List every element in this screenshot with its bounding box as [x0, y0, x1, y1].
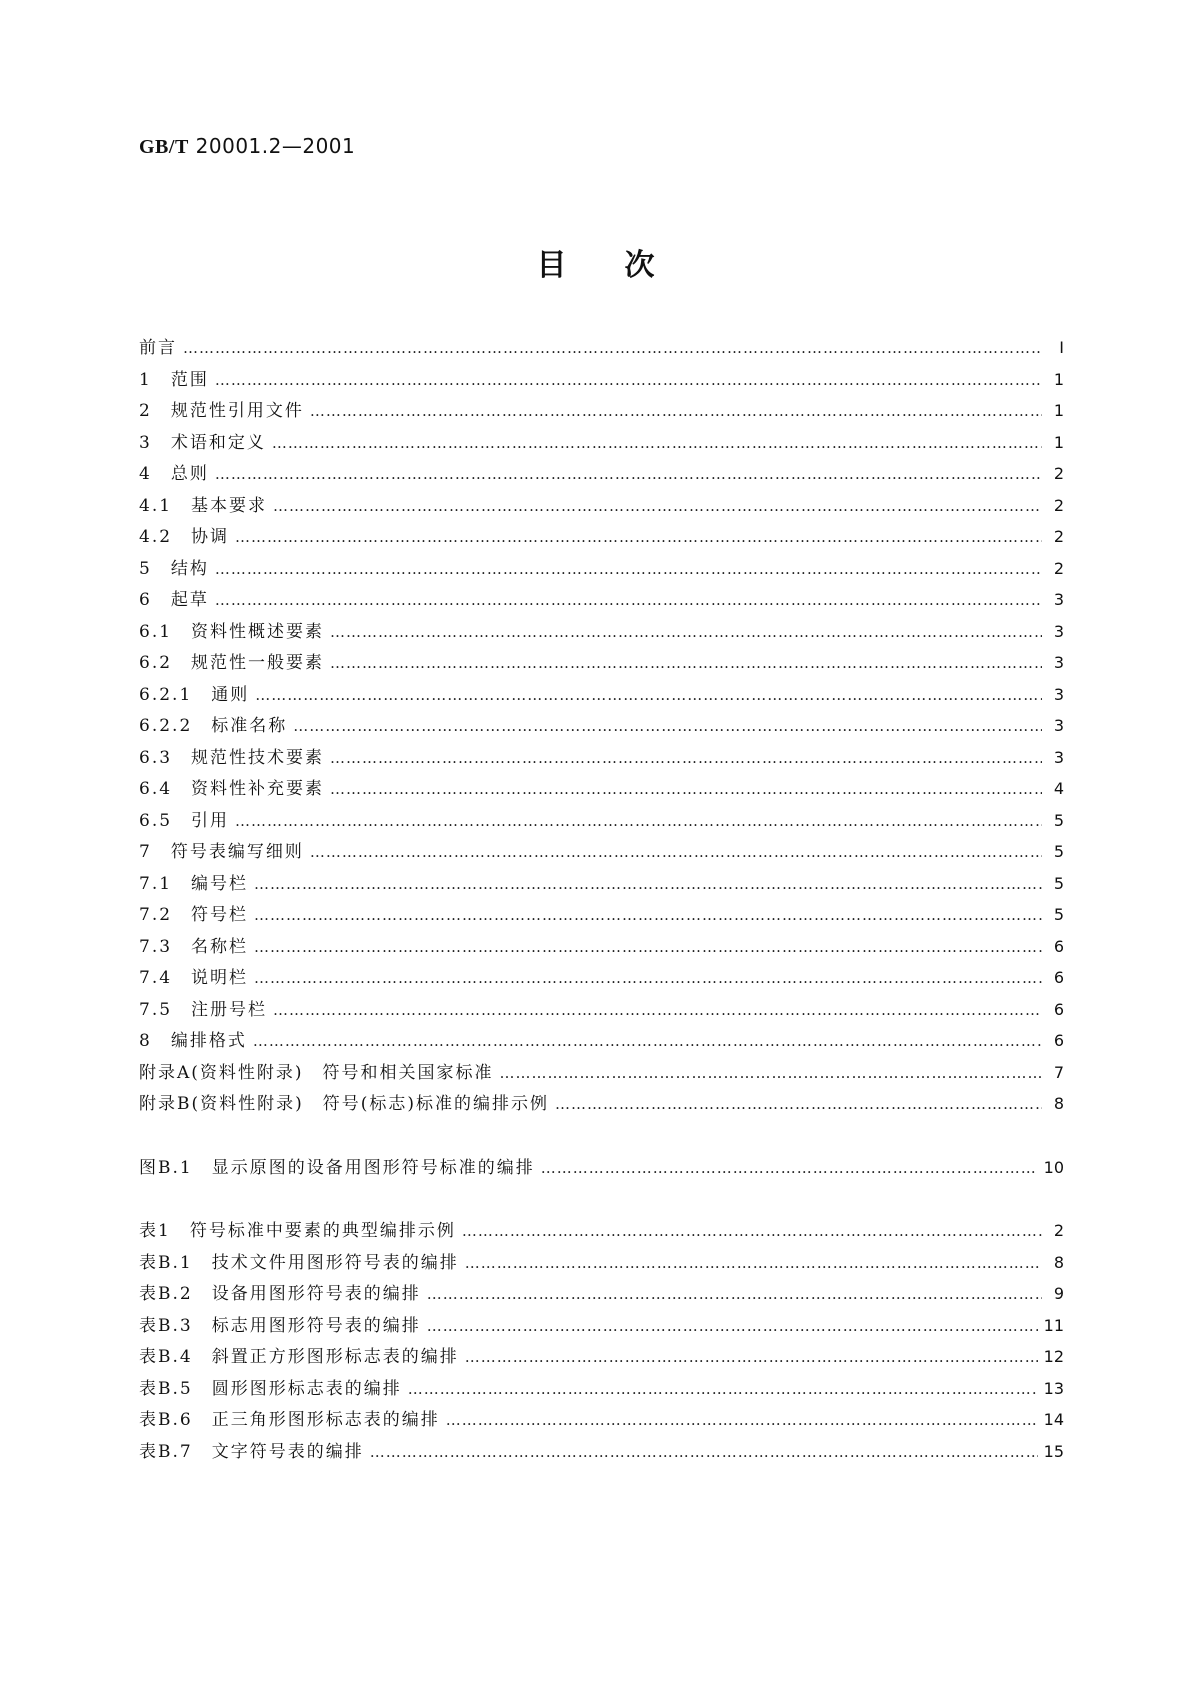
toc-entry-label: 图B.1 显示原图的设备用图形符号标准的编排 — [139, 1157, 535, 1178]
toc-entry[interactable] — [139, 900, 1064, 932]
toc-leader-dots — [235, 528, 1042, 546]
toc-leader-dots — [330, 654, 1042, 672]
toc-entry-label: 6.3 规范性技术要素 — [139, 747, 325, 768]
toc-entry[interactable] — [139, 806, 1064, 838]
toc-entry[interactable] — [139, 1437, 1064, 1469]
toc-leader-dots — [273, 497, 1042, 515]
toc-entry-label: 4.1 基本要求 — [139, 495, 268, 516]
toc-leader-dots — [215, 371, 1042, 389]
toc-entry[interactable] — [139, 396, 1064, 428]
toc-entry-page: 15 — [1043, 1441, 1064, 1461]
toc-entry[interactable] — [139, 648, 1064, 680]
toc-entry-page: 3 — [1053, 653, 1064, 672]
table-of-contents — [139, 333, 1064, 1468]
toc-entry-page: 13 — [1043, 1378, 1064, 1398]
toc-entry-label: 4.2 协调 — [139, 527, 230, 547]
toc-entry[interactable] — [139, 1374, 1064, 1406]
toc-entry-page: 2 — [1053, 558, 1064, 578]
toc-entry[interactable] — [139, 774, 1064, 806]
toc-entry-page: 5 — [1053, 810, 1064, 830]
toc-main-group — [139, 333, 1064, 1121]
toc-entry-label: 7 符号表编写细则 — [139, 842, 304, 862]
toc-entry[interactable] — [139, 932, 1064, 964]
toc-entry[interactable] — [139, 963, 1064, 995]
toc-leader-dots — [254, 938, 1042, 956]
toc-entry-label: 1 范围 — [139, 369, 209, 390]
toc-figures-group — [139, 1153, 1064, 1185]
toc-entry-label: 7.1 编号栏 — [139, 873, 249, 894]
toc-entry[interactable] — [139, 1342, 1064, 1374]
toc-entry-page: 3 — [1053, 716, 1064, 735]
toc-leader-dots — [446, 1411, 1038, 1429]
toc-leader-dots — [254, 969, 1042, 987]
toc-leader-dots — [235, 812, 1042, 830]
toc-entry-page: 12 — [1043, 1347, 1064, 1366]
toc-entry[interactable] — [139, 585, 1064, 617]
toc-leader-dots — [272, 434, 1042, 452]
toc-leader-dots — [293, 717, 1042, 735]
toc-leader-dots — [254, 906, 1042, 924]
toc-entry-label: 表1 符号标准中要素的典型编排示例 — [139, 1221, 456, 1241]
toc-entry-page: 2 — [1053, 495, 1064, 515]
toc-leader-dots — [427, 1285, 1042, 1303]
toc-leader-dots — [330, 780, 1042, 798]
toc-entry-page: 1 — [1053, 369, 1064, 389]
toc-entry[interactable] — [139, 995, 1064, 1027]
toc-entry-label: 6 起草 — [139, 590, 209, 610]
toc-entry-page: 3 — [1053, 747, 1064, 767]
toc-leader-dots — [555, 1095, 1042, 1113]
toc-entry-label: 表B.1 技术文件用图形符号表的编排 — [139, 1252, 459, 1273]
toc-leader-dots — [330, 623, 1042, 641]
toc-entry[interactable] — [139, 617, 1064, 649]
toc-leader-dots — [253, 1032, 1042, 1050]
toc-entry-label: 表B.5 圆形图形标志表的编排 — [139, 1378, 402, 1399]
toc-leader-dots — [310, 402, 1042, 420]
toc-entry-page: 4 — [1053, 779, 1064, 798]
toc-leader-dots — [183, 339, 1042, 357]
toc-leader-dots — [500, 1064, 1042, 1082]
toc-leader-dots — [254, 875, 1042, 893]
toc-entry-label: 6.2 规范性一般要素 — [139, 653, 325, 673]
toc-entry-page: 2 — [1053, 1221, 1064, 1240]
toc-entry-label: 表B.3 标志用图形符号表的编排 — [139, 1315, 421, 1336]
toc-entry[interactable] — [139, 680, 1064, 712]
toc-entry-page: 3 — [1053, 590, 1064, 609]
toc-entry-page: 8 — [1053, 1094, 1064, 1113]
toc-entry-label: 6.1 资料性概述要素 — [139, 621, 325, 642]
toc-entry-page: 6 — [1053, 936, 1064, 956]
toc-entry[interactable] — [139, 1026, 1064, 1058]
toc-entry-label: 7.5 注册号栏 — [139, 999, 268, 1020]
toc-entry-label: 7.4 说明栏 — [139, 968, 249, 988]
toc-entry[interactable] — [139, 1248, 1064, 1280]
toc-entry-label: 5 结构 — [139, 558, 209, 579]
toc-entry[interactable] — [139, 365, 1064, 397]
page-title: 目次 — [536, 248, 713, 283]
toc-entry-page: 6 — [1053, 999, 1064, 1019]
toc-entry[interactable] — [139, 554, 1064, 586]
toc-entry-label: 附录A(资料性附录) 符号和相关国家标准 — [139, 1062, 494, 1083]
toc-entry-label: 6.2.1 通则 — [139, 684, 250, 705]
toc-leader-dots — [215, 591, 1042, 609]
toc-leader-dots — [465, 1348, 1038, 1366]
toc-leader-dots — [462, 1222, 1042, 1240]
standard-number — [139, 134, 355, 159]
toc-entry-label: 2 规范性引用文件 — [139, 401, 304, 421]
toc-leader-dots — [330, 749, 1042, 767]
toc-entry-page: 8 — [1053, 1252, 1064, 1272]
toc-entry-page: 7 — [1053, 1062, 1064, 1082]
toc-entry-label: 6.2.2 标准名称 — [139, 716, 288, 736]
toc-entry-page: 11 — [1043, 1315, 1064, 1335]
toc-entry[interactable] — [139, 1058, 1064, 1090]
toc-entry[interactable] — [139, 522, 1064, 554]
toc-entry[interactable] — [139, 333, 1064, 365]
toc-leader-dots — [273, 1001, 1042, 1019]
toc-entry[interactable] — [139, 869, 1064, 901]
toc-entry-page: 10 — [1043, 1157, 1064, 1177]
toc-leader-dots — [370, 1443, 1038, 1461]
toc-entry-label: 附录B(资料性附录) 符号(标志)标准的编排示例 — [139, 1094, 550, 1114]
toc-entry[interactable] — [139, 1153, 1064, 1185]
toc-entry-page: 2 — [1053, 464, 1064, 483]
toc-tables-group — [139, 1216, 1064, 1468]
toc-leader-dots — [215, 560, 1042, 578]
toc-entry-label: 6.5 引用 — [139, 810, 230, 831]
toc-entry-label: 6.4 资料性补充要素 — [139, 779, 325, 799]
toc-entry-page: 9 — [1053, 1284, 1064, 1303]
toc-leader-dots — [465, 1254, 1042, 1272]
toc-entry[interactable] — [139, 459, 1064, 491]
toc-entry-page: 3 — [1053, 684, 1064, 704]
toc-entry-page: 5 — [1053, 873, 1064, 893]
toc-leader-dots — [255, 686, 1042, 704]
toc-entry-label: 7.3 名称栏 — [139, 936, 249, 957]
toc-entry-page: 3 — [1053, 621, 1064, 641]
toc-entry-page: 6 — [1053, 968, 1064, 987]
toc-entry-label: 前言 — [139, 338, 177, 358]
toc-entry[interactable] — [139, 491, 1064, 523]
toc-entry[interactable] — [139, 711, 1064, 743]
toc-leader-dots — [408, 1380, 1038, 1398]
toc-entry[interactable] — [139, 1279, 1064, 1311]
toc-entry-label: 8 编排格式 — [139, 1031, 247, 1051]
toc-entry[interactable] — [139, 1089, 1064, 1121]
toc-entry-page: 5 — [1053, 905, 1064, 924]
toc-entry-page: 14 — [1043, 1410, 1064, 1429]
toc-entry[interactable] — [139, 1405, 1064, 1437]
toc-entry-page: I — [1059, 338, 1064, 357]
toc-leader-dots — [427, 1317, 1038, 1335]
toc-entry[interactable] — [139, 837, 1064, 869]
toc-leader-dots — [310, 843, 1042, 861]
toc-leader-dots — [541, 1159, 1038, 1177]
toc-entry[interactable] — [139, 428, 1064, 460]
toc-entry-label: 表B.7 文字符号表的编排 — [139, 1441, 364, 1462]
toc-entry-label: 3 术语和定义 — [139, 432, 266, 453]
toc-entry-label: 7.2 符号栏 — [139, 905, 249, 925]
toc-entry-page: 1 — [1053, 401, 1064, 420]
toc-entry[interactable] — [139, 743, 1064, 775]
toc-entry-page: 5 — [1053, 842, 1064, 861]
toc-entry-label: 4 总则 — [139, 464, 209, 484]
toc-entry-label: 表B.4 斜置正方形图形标志表的编排 — [139, 1347, 459, 1367]
toc-entry-page: 1 — [1053, 432, 1064, 452]
toc-entry-page: 6 — [1053, 1031, 1064, 1050]
standard-code: 20001.2—2001 — [195, 134, 356, 158]
toc-leader-dots — [215, 465, 1042, 483]
toc-entry-label: 表B.2 设备用图形符号表的编排 — [139, 1284, 421, 1304]
toc-entry-page: 2 — [1053, 527, 1064, 546]
toc-entry[interactable] — [139, 1216, 1064, 1248]
standard-prefix: GB/T — [139, 136, 189, 158]
toc-entry-label: 表B.6 正三角形图形标志表的编排 — [139, 1410, 440, 1430]
toc-entry[interactable] — [139, 1311, 1064, 1343]
